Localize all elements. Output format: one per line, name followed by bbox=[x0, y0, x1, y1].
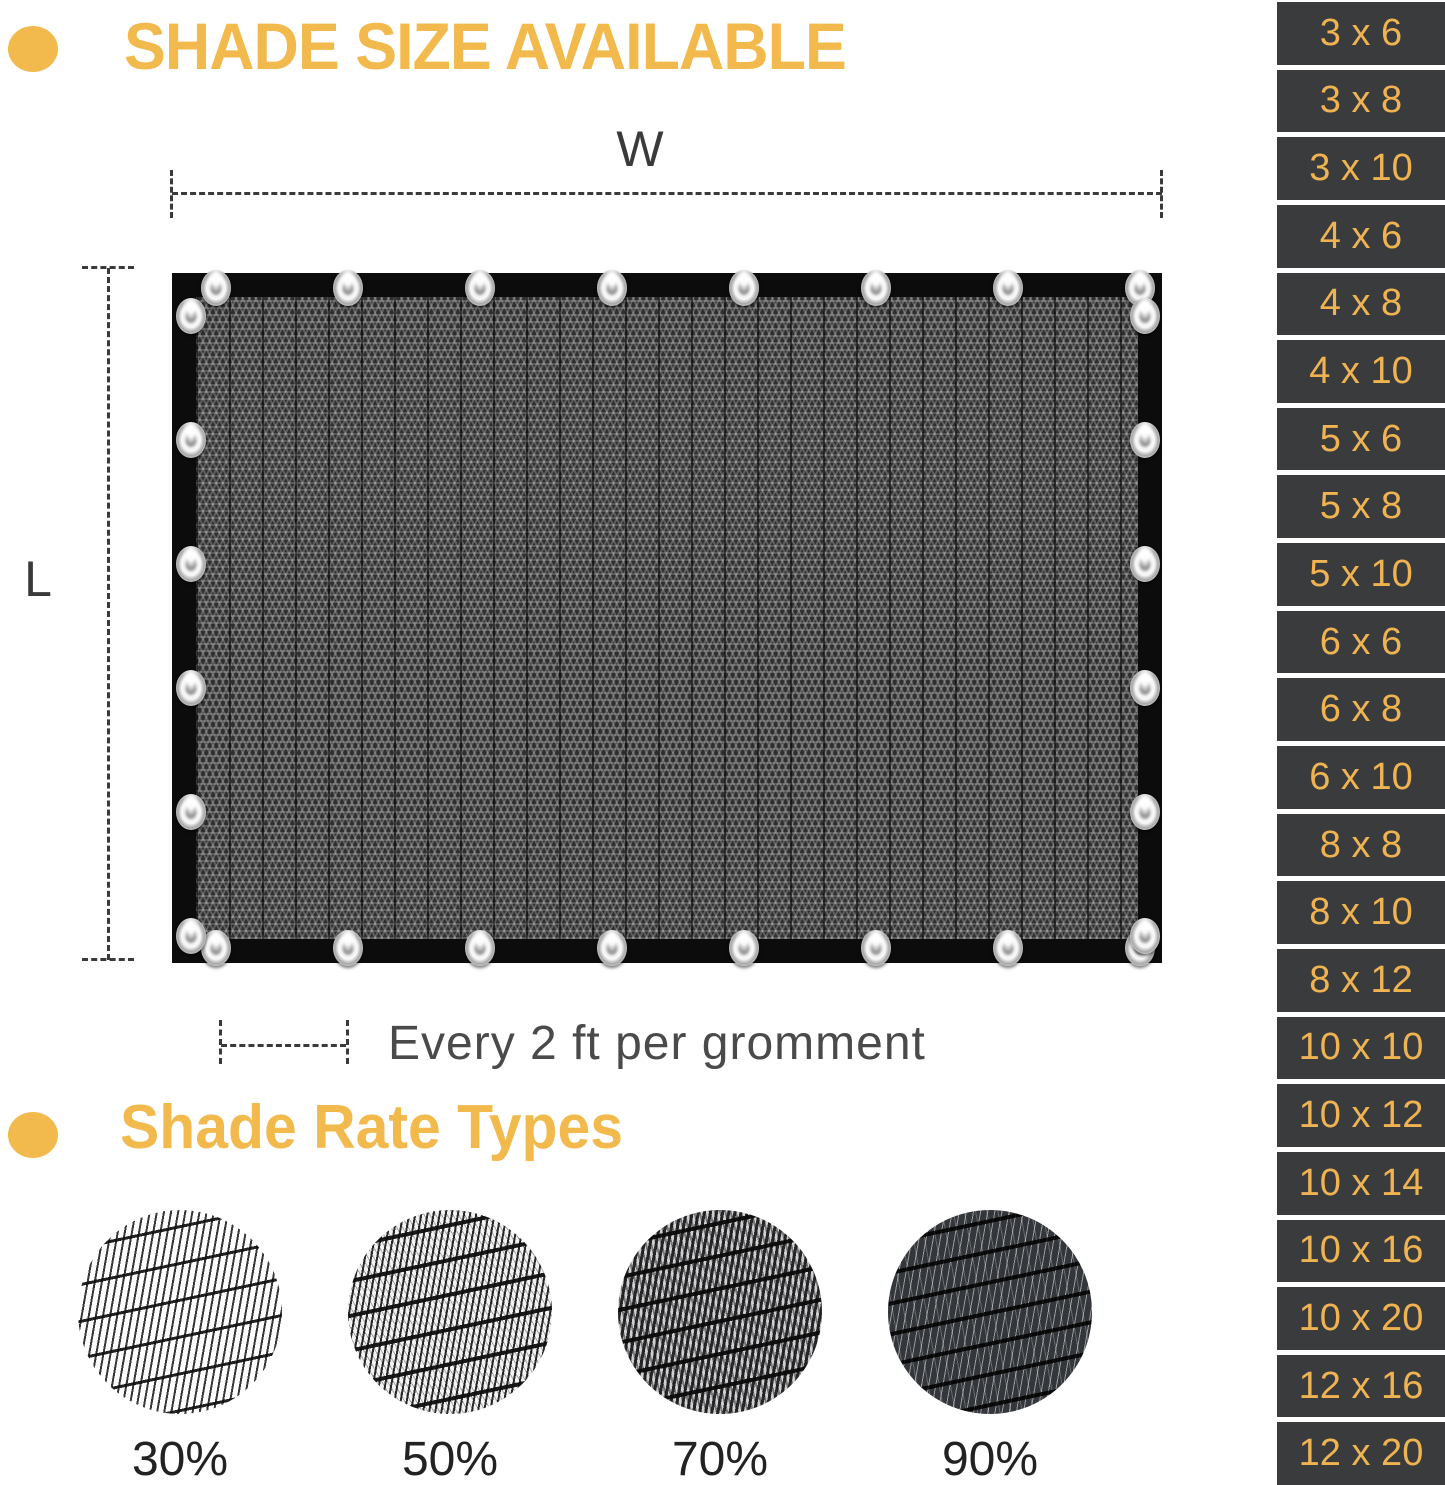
size-option: 10 x 10 bbox=[1277, 1017, 1445, 1080]
size-option: 4 x 6 bbox=[1277, 205, 1445, 268]
size-option: 12 x 16 bbox=[1277, 1355, 1445, 1418]
shade-rate-swatch bbox=[45, 1210, 315, 1485]
width-dimension-endcap bbox=[1160, 170, 1163, 218]
shade-rate-label: 50% bbox=[401, 1433, 499, 1485]
grommet-icon bbox=[333, 930, 363, 966]
shade-rate-label: 30% bbox=[131, 1433, 229, 1485]
grommet-icon bbox=[176, 546, 206, 582]
length-dimension-label: L bbox=[24, 551, 52, 607]
size-option: 4 x 10 bbox=[1277, 340, 1445, 403]
shade-rate-label: 90% bbox=[941, 1433, 1039, 1485]
size-option: 4 x 8 bbox=[1277, 273, 1445, 336]
size-option: 6 x 8 bbox=[1277, 678, 1445, 741]
size-option: 5 x 10 bbox=[1277, 543, 1445, 606]
grommet-icon bbox=[993, 270, 1023, 306]
shade-net-illustration bbox=[172, 273, 1162, 963]
shade-rate-swatch bbox=[585, 1210, 855, 1485]
grommet-icon bbox=[597, 270, 627, 306]
grommet-icon bbox=[176, 670, 206, 706]
grommet-icon bbox=[1130, 298, 1160, 334]
size-option: 8 x 8 bbox=[1277, 814, 1445, 877]
shade-rate-swatch bbox=[855, 1210, 1125, 1485]
grommet-icon bbox=[861, 270, 891, 306]
grommet-icon bbox=[333, 270, 363, 306]
grommet-icon bbox=[176, 918, 206, 954]
size-section-title: SHADE SIZE AVAILABLE bbox=[124, 9, 846, 83]
size-option: 5 x 6 bbox=[1277, 408, 1445, 471]
size-option: 3 x 8 bbox=[1277, 70, 1445, 133]
size-option: 8 x 10 bbox=[1277, 881, 1445, 944]
length-dimension-endcap bbox=[82, 266, 134, 269]
size-option: 6 x 6 bbox=[1277, 611, 1445, 674]
size-option: 5 x 8 bbox=[1277, 475, 1445, 538]
bullet-dot-icon bbox=[8, 1112, 58, 1158]
grommet-icon bbox=[597, 930, 627, 966]
size-option: 8 x 12 bbox=[1277, 949, 1445, 1012]
grommet-spacing-note: Every 2 ft per gromment bbox=[388, 1017, 926, 1070]
grommet-icon bbox=[993, 930, 1023, 966]
mesh-sample-70-icon bbox=[618, 1210, 822, 1414]
grommet-icon bbox=[861, 930, 891, 966]
grommet-icon bbox=[729, 930, 759, 966]
grommet-spacing-line bbox=[221, 1044, 346, 1047]
mesh-sample-30-icon bbox=[78, 1210, 282, 1414]
grommet-icon bbox=[729, 270, 759, 306]
grommet-icon bbox=[201, 270, 231, 306]
available-size-list bbox=[1277, 0, 1445, 1485]
shade-rate-swatch bbox=[315, 1210, 585, 1485]
length-dimension-endcap bbox=[82, 958, 134, 961]
grommet-icon bbox=[1130, 670, 1160, 706]
grommet-icon bbox=[176, 422, 206, 458]
shade-rate-section-title: Shade Rate Types bbox=[120, 1093, 624, 1162]
shade-rate-swatches bbox=[45, 1210, 1125, 1485]
size-option: 10 x 16 bbox=[1277, 1220, 1445, 1283]
mesh-sample-90-icon bbox=[888, 1210, 1092, 1414]
size-option: 3 x 10 bbox=[1277, 137, 1445, 200]
grommet-icon bbox=[1130, 422, 1160, 458]
grommet-icon bbox=[1130, 918, 1160, 954]
bullet-dot-icon bbox=[8, 26, 58, 72]
width-dimension-endcap bbox=[170, 170, 173, 218]
grommet-icon bbox=[465, 270, 495, 306]
grommet-icon bbox=[1130, 546, 1160, 582]
grommet-spacing-endcap bbox=[346, 1020, 349, 1064]
length-dimension-line bbox=[107, 268, 110, 960]
grommet-spacing-endcap bbox=[219, 1020, 222, 1064]
grommet-icon bbox=[465, 930, 495, 966]
grommet-icon bbox=[1130, 794, 1160, 830]
grommet-icon bbox=[176, 298, 206, 334]
size-option: 10 x 20 bbox=[1277, 1287, 1445, 1350]
size-option: 10 x 14 bbox=[1277, 1152, 1445, 1215]
width-dimension-label: W bbox=[616, 121, 664, 177]
width-dimension-line bbox=[172, 192, 1162, 195]
size-option: 10 x 12 bbox=[1277, 1084, 1445, 1147]
shade-rate-label: 70% bbox=[671, 1433, 769, 1485]
size-option: 12 x 20 bbox=[1277, 1422, 1445, 1485]
grommet-icon bbox=[176, 794, 206, 830]
size-option: 3 x 6 bbox=[1277, 2, 1445, 65]
mesh-sample-50-icon bbox=[348, 1210, 552, 1414]
size-option: 6 x 10 bbox=[1277, 746, 1445, 809]
